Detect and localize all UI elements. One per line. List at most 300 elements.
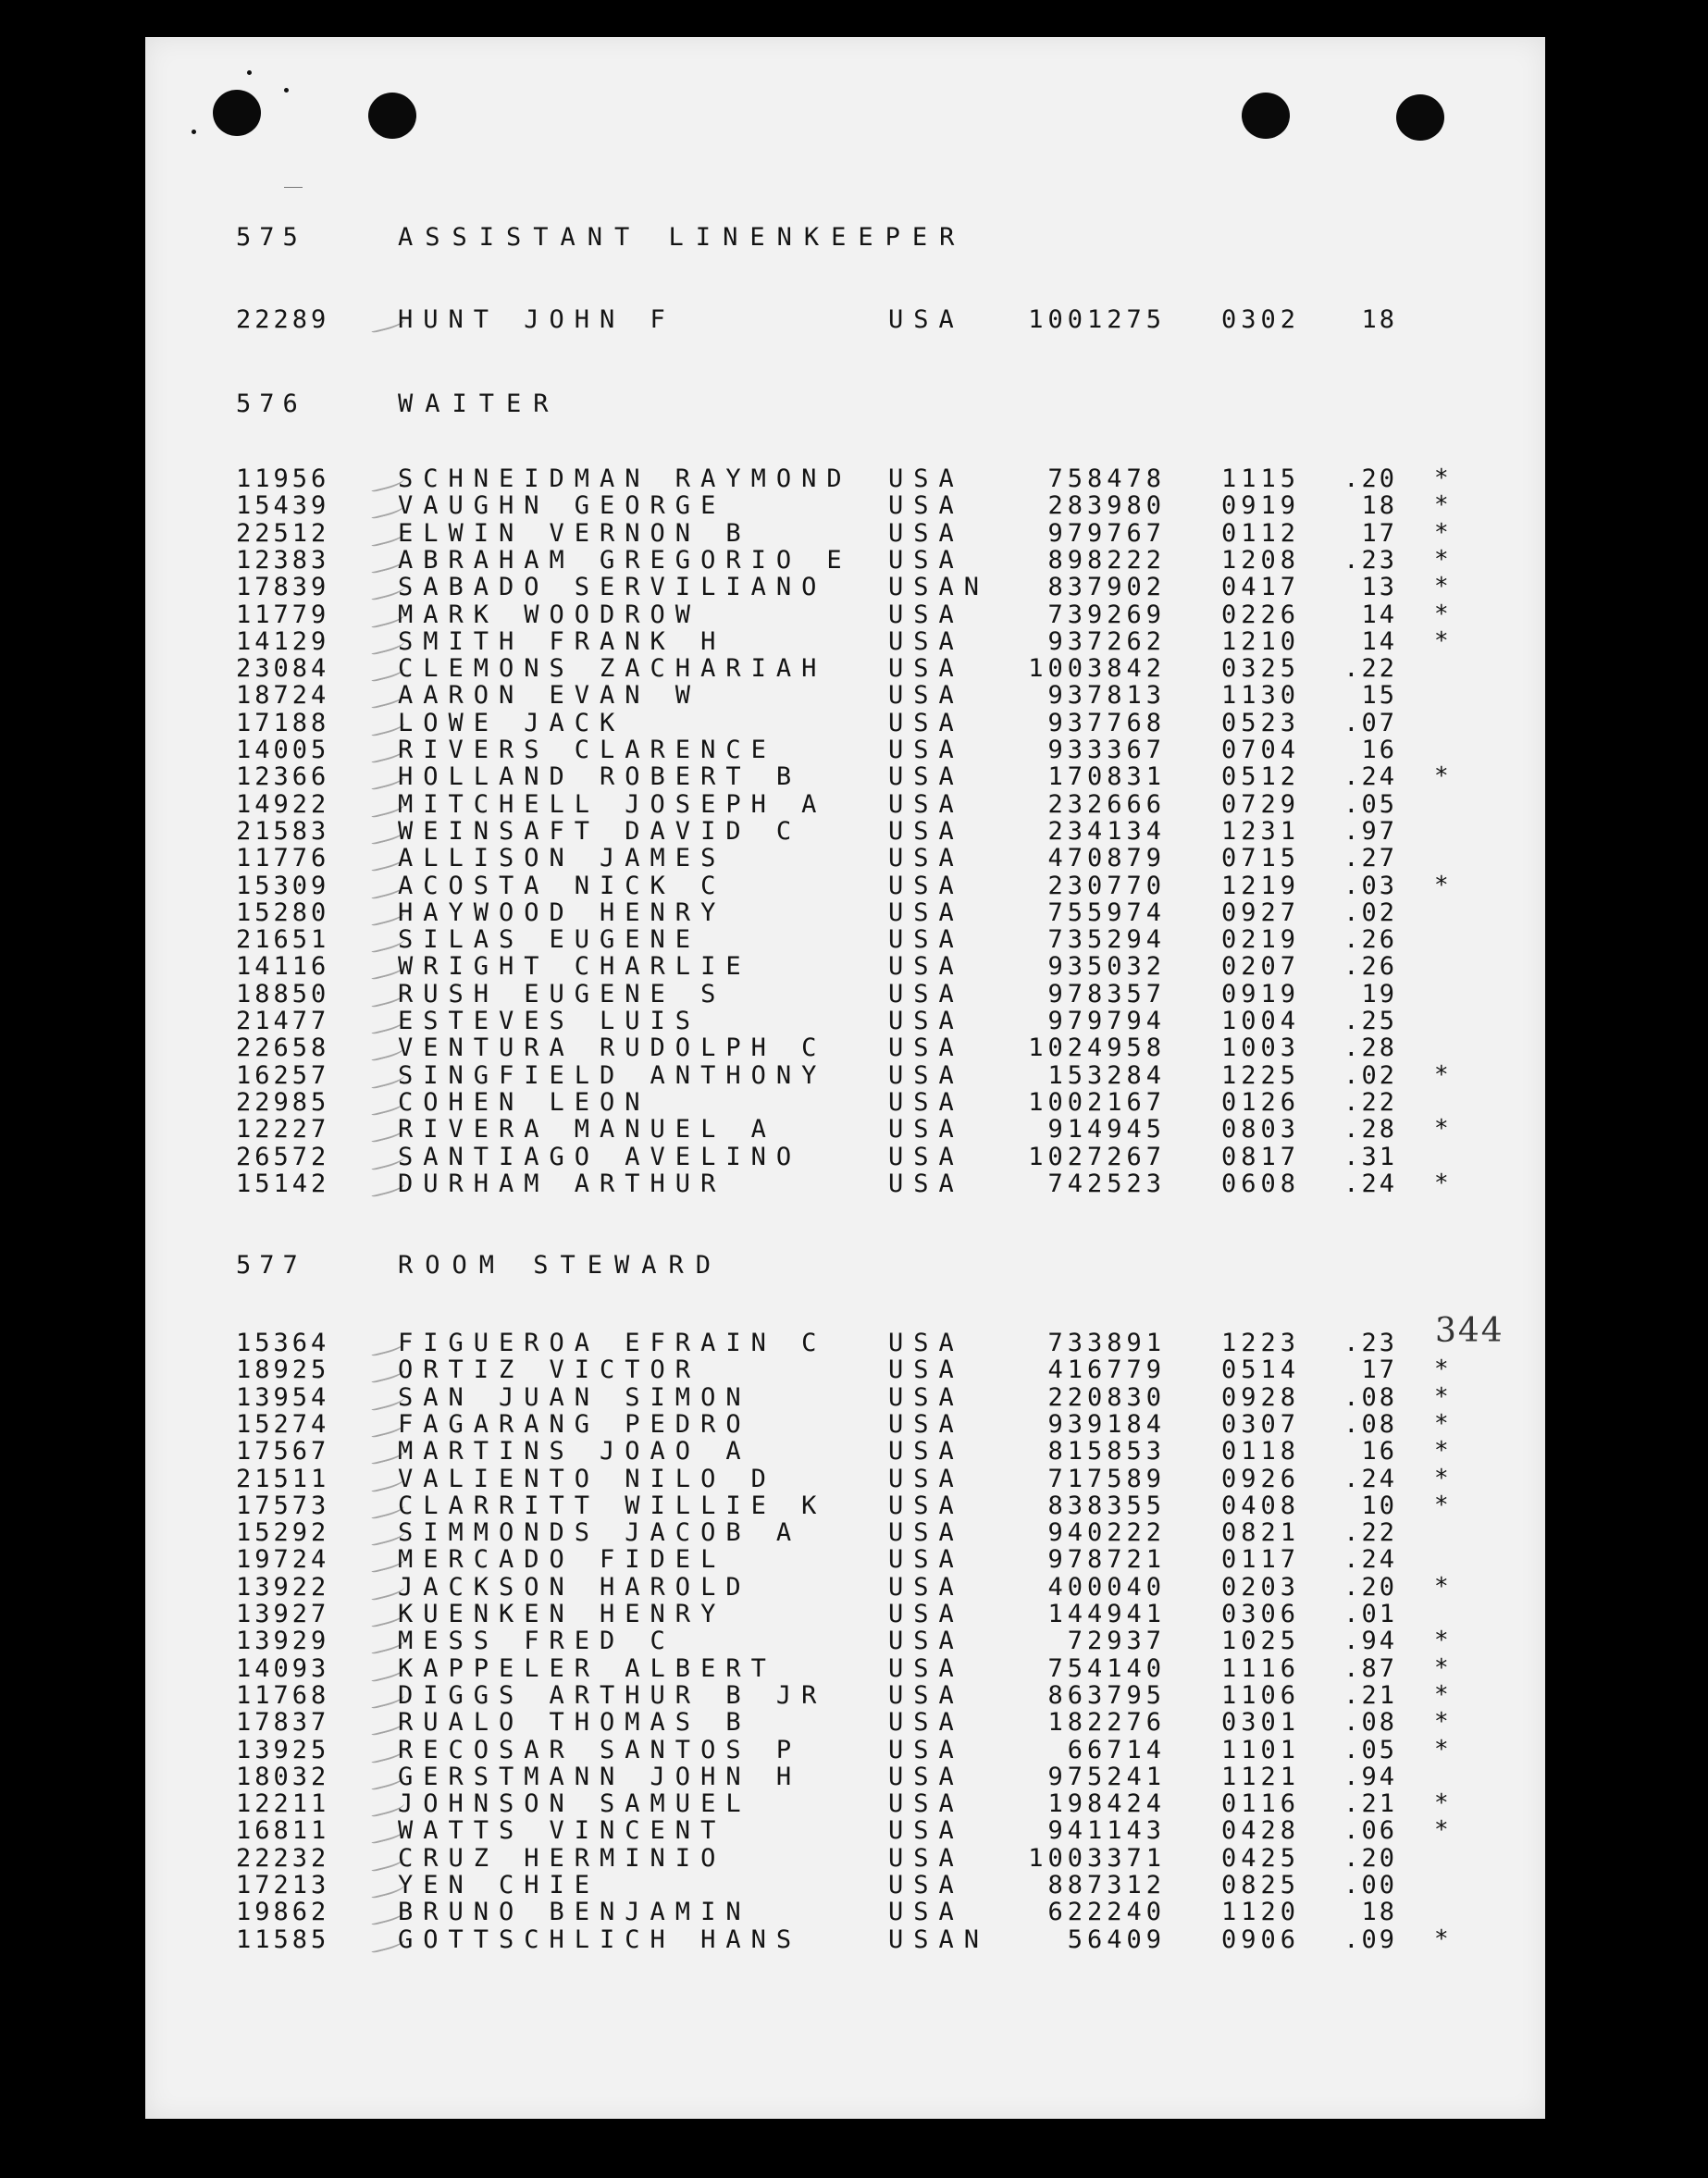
employee-name: RECOSAR SANTOS P [398,1736,802,1764]
date-code: 0919 [1220,491,1300,520]
numeric-fields [990,899,1425,926]
asterisk-marker: * [1434,872,1450,899]
record-number: 66714 [1067,1736,1166,1764]
employee-id: 13954 [236,1383,330,1412]
numeric-fields [990,1089,1425,1116]
employee-name: KUENKEN HENRY [398,1600,726,1628]
date-code: 0928 [1220,1383,1300,1412]
employee-name: ELWIN VERNON B [398,519,751,548]
rate-value: .06 [1343,1816,1397,1845]
employee-id: 21583 [236,817,330,846]
numeric-fields [990,736,1425,763]
numeric-fields [990,1034,1425,1061]
nationality: USA [888,1061,964,1090]
section-title: ROOM STEWARD [398,1251,724,1280]
employee-name: ABRAHAM GREGORIO E [398,546,852,575]
rate-value: .20 [1343,1844,1397,1873]
nationality: USA [888,1143,964,1171]
employee-name: MESS FRED C [398,1627,675,1655]
asterisk-marker: * [1434,1465,1450,1492]
employee-name: GERSTMANN JOHN H [398,1763,802,1791]
rate-value: 14 [1361,600,1397,629]
date-code: 0523 [1220,709,1300,737]
employee-name: VENTURA RUDOLPH C [398,1033,827,1062]
rate-value: .26 [1343,952,1397,981]
record-number: 815853 [1047,1437,1166,1466]
employee-name: SAN JUAN SIMON [398,1383,751,1412]
date-code: 0307 [1220,1410,1300,1439]
record-number: 1003842 [1028,654,1166,683]
asterisk-marker: * [1434,1437,1450,1465]
employee-name: SINGFIELD ANTHONY [398,1061,827,1090]
numeric-fields [990,1601,1425,1627]
employee-name: SCHNEIDMAN RAYMOND [398,464,852,493]
numeric-fields [990,1356,1425,1383]
date-code: 0729 [1220,790,1300,819]
rate-value: .24 [1343,762,1397,791]
asterisk-marker: * [1434,1169,1450,1197]
record-number: 622240 [1047,1898,1166,1926]
nationality: USA [888,1898,964,1926]
nationality: USA [888,762,964,791]
date-code: 1225 [1220,1061,1300,1090]
numeric-fields [990,1737,1425,1763]
rate-value: .94 [1343,1627,1397,1655]
employee-name: JACKSON HAROLD [398,1573,751,1602]
nationality: USA [888,1465,964,1493]
date-code: 0112 [1220,519,1300,548]
numeric-fields [990,1062,1425,1089]
asterisk-marker: * [1434,762,1450,790]
numeric-fields [990,763,1425,790]
asterisk-marker: * [1434,1627,1450,1654]
numeric-fields [990,1899,1425,1925]
employee-name: CRUZ HERMINIO [398,1844,726,1873]
employee-id: 18850 [236,980,330,1009]
record-number: 887312 [1047,1871,1166,1900]
numeric-fields [990,547,1425,574]
employee-id: 11768 [236,1681,330,1710]
employee-name: DIGGS ARTHUR B JR [398,1681,827,1710]
employee-name: CLEMONS ZACHARIAH [398,654,827,683]
record-number: 153284 [1047,1061,1166,1090]
date-code: 0126 [1220,1088,1300,1117]
employee-name: YEN CHIE [398,1871,600,1900]
nationality: USA [888,872,964,900]
nationality: USA [888,1871,964,1900]
numeric-fields [990,1845,1425,1872]
employee-id: 22512 [236,519,330,548]
date-code: 0425 [1220,1844,1300,1873]
numeric-fields [990,1492,1425,1519]
nationality: USA [888,1169,964,1198]
nationality: USA [888,925,964,954]
nationality: USA [888,519,964,548]
record-number: 182276 [1047,1708,1166,1737]
record-number: 978721 [1047,1545,1166,1574]
employee-id: 12227 [236,1115,330,1144]
asterisk-marker: * [1434,464,1450,492]
asterisk-marker: * [1434,491,1450,519]
numeric-fields [990,492,1425,519]
record-number: 144941 [1047,1600,1166,1628]
rate-value: .31 [1343,1143,1397,1171]
employee-name: SMITH FRANK H [398,627,726,656]
nationality: USA [888,1736,964,1764]
rate-value: .23 [1343,546,1397,575]
nationality: USA [888,1789,964,1818]
punch-hole [213,90,261,136]
employee-name: ESTEVES LUIS [398,1007,701,1035]
record-number: 863795 [1047,1681,1166,1710]
nationality: USAN [888,1925,990,1954]
date-code: 0408 [1220,1491,1300,1520]
date-code: 0608 [1220,1169,1300,1198]
nationality: USA [888,1518,964,1547]
rate-value: .26 [1343,925,1397,954]
asterisk-marker: * [1434,1355,1450,1383]
asterisk-marker: * [1434,1654,1450,1682]
asterisk-marker: * [1434,546,1450,574]
employee-name: WRIGHT CHARLIE [398,952,751,981]
employee-name: BRUNO BENJAMIN [398,1898,751,1926]
employee-name: MARK WOODROW [398,600,701,629]
record-number: 283980 [1047,491,1166,520]
employee-name: COHEN LEON [398,1088,650,1117]
ink-speck [247,70,252,75]
employee-name: KAPPELER ALBERT [398,1654,776,1683]
numeric-fields [990,1763,1425,1790]
employee-id: 15274 [236,1410,330,1439]
asterisk-marker: * [1434,1708,1450,1736]
employee-name: HUNT JOHN F [398,305,675,334]
employee-name: JOHNSON SAMUEL [398,1789,751,1818]
nationality: USA [888,844,964,872]
date-code: 1231 [1220,817,1300,846]
employee-id: 16811 [236,1816,330,1845]
employee-id: 17213 [236,1871,330,1900]
numeric-fields [990,1574,1425,1601]
employee-name: HAYWOOD HENRY [398,898,726,927]
date-code: 1106 [1220,1681,1300,1710]
numeric-fields [990,1817,1425,1844]
rate-value: .97 [1343,817,1397,846]
record-number: 234134 [1047,817,1166,846]
employee-name: WATTS VINCENT [398,1816,726,1845]
rate-value: .02 [1343,898,1397,927]
page-number: 344 [1435,1312,1504,1350]
nationality: USA [888,1844,964,1873]
rate-value: .08 [1343,1410,1397,1439]
employee-name: ACOSTA NICK C [398,872,726,900]
employee-id: 13922 [236,1573,330,1602]
rate-value: 17 [1361,1355,1397,1384]
numeric-fields [990,306,1425,333]
record-number: 220830 [1047,1383,1166,1412]
rate-value: .22 [1343,1518,1397,1547]
asterisk-marker: * [1434,1681,1450,1709]
employee-id: 12366 [236,762,330,791]
numeric-fields [990,953,1425,980]
employee-name: RIVERS CLARENCE [398,736,776,764]
nationality: USA [888,1627,964,1655]
rate-value: 16 [1361,1437,1397,1466]
rate-value: 18 [1361,305,1397,334]
employee-id: 22232 [236,1844,330,1873]
rate-value: 18 [1361,1898,1397,1926]
employee-id: 21511 [236,1465,330,1493]
numeric-fields [990,791,1425,818]
employee-id: 11776 [236,844,330,872]
employee-id: 14116 [236,952,330,981]
rate-value: .09 [1343,1925,1397,1954]
date-code: 0302 [1220,305,1300,334]
employee-id: 15142 [236,1169,330,1198]
nationality: USA [888,1491,964,1520]
record-number: 933367 [1047,736,1166,764]
employee-name: ALLISON JAMES [398,844,726,872]
employee-id: 21477 [236,1007,330,1035]
date-code: 1130 [1220,681,1300,710]
numeric-fields [990,574,1425,600]
employee-id: 14005 [236,736,330,764]
employee-id: 14093 [236,1654,330,1683]
nationality: USA [888,790,964,819]
section-code: 577 [236,1251,306,1280]
date-code: 0117 [1220,1545,1300,1574]
employee-id: 17188 [236,709,330,737]
rate-value: .24 [1343,1545,1397,1574]
numeric-fields [990,981,1425,1008]
record-number: 198424 [1047,1789,1166,1818]
record-number: 1027267 [1028,1143,1166,1171]
employee-id: 11585 [236,1925,330,1954]
employee-name: AARON EVAN W [398,681,701,710]
employee-id: 15280 [236,898,330,927]
rate-value: .00 [1343,1871,1397,1900]
date-code: 0226 [1220,600,1300,629]
rate-value: .02 [1343,1061,1397,1090]
rate-value: .01 [1343,1600,1397,1628]
asterisk-marker: * [1434,1816,1450,1844]
numeric-fields [990,1330,1425,1356]
record-number: 937768 [1047,709,1166,737]
rate-value: 14 [1361,627,1397,656]
employee-id: 14129 [236,627,330,656]
record-number: 979767 [1047,519,1166,548]
date-code: 0512 [1220,762,1300,791]
date-code: 0301 [1220,1708,1300,1737]
numeric-fields [990,1411,1425,1438]
date-code: 0927 [1220,898,1300,927]
date-code: 1116 [1220,1654,1300,1683]
record-number: 1024958 [1028,1033,1166,1062]
numeric-fields [990,1790,1425,1817]
date-code: 0906 [1220,1925,1300,1954]
numeric-fields [990,1144,1425,1170]
date-code: 0825 [1220,1871,1300,1900]
record-number: 939184 [1047,1410,1166,1439]
rate-value: .21 [1343,1681,1397,1710]
record-number: 170831 [1047,762,1166,791]
date-code: 1121 [1220,1763,1300,1791]
employee-id: 15364 [236,1329,330,1357]
employee-name: DURHAM ARTHUR [398,1169,726,1198]
punch-hole [1242,93,1290,139]
nationality: USA [888,654,964,683]
date-code: 0428 [1220,1816,1300,1845]
nationality: USA [888,1763,964,1791]
nationality: USA [888,464,964,493]
record-number: 56409 [1067,1925,1166,1954]
employee-name: SILAS EUGENE [398,925,701,954]
date-code: 1003 [1220,1033,1300,1062]
margin-mark [284,187,303,188]
nationality: USA [888,1007,964,1035]
rate-value: .08 [1343,1383,1397,1412]
asterisk-marker: * [1434,627,1450,655]
date-code: 0116 [1220,1789,1300,1818]
employee-id: 17567 [236,1437,330,1466]
date-code: 0306 [1220,1600,1300,1628]
employee-id: 14922 [236,790,330,819]
date-code: 0704 [1220,736,1300,764]
rate-value: .05 [1343,1736,1397,1764]
numeric-fields [990,1546,1425,1573]
nationality: USA [888,1329,964,1357]
nationality: USA [888,1115,964,1144]
record-number: 72937 [1067,1627,1166,1655]
employee-id: 15439 [236,491,330,520]
record-number: 755974 [1047,898,1166,927]
numeric-fields [990,601,1425,628]
numeric-fields [990,1116,1425,1143]
record-number: 898222 [1047,546,1166,575]
date-code: 1004 [1220,1007,1300,1035]
numeric-fields [990,1872,1425,1899]
date-code: 0203 [1220,1573,1300,1602]
section-code: 576 [236,390,306,418]
date-code: 1025 [1220,1627,1300,1655]
record-number: 1001275 [1028,305,1166,334]
asterisk-marker: * [1434,1491,1450,1519]
nationality: USA [888,1545,964,1574]
numeric-fields [990,628,1425,655]
date-code: 0919 [1220,980,1300,1009]
employee-name: FIGUEROA EFRAIN C [398,1329,827,1357]
employee-id: 22985 [236,1088,330,1117]
record-number: 914945 [1047,1115,1166,1144]
numeric-fields [990,1384,1425,1411]
date-code: 0817 [1220,1143,1300,1171]
record-number: 838355 [1047,1491,1166,1520]
employee-id: 19724 [236,1545,330,1574]
nationality: USA [888,1383,964,1412]
rate-value: .07 [1343,709,1397,737]
nationality: USA [888,491,964,520]
numeric-fields [990,1926,1425,1953]
ink-speck [192,130,196,134]
numeric-fields [990,1682,1425,1709]
nationality: USA [888,600,964,629]
nationality: USA [888,980,964,1009]
employee-name: HOLLAND ROBERT B [398,762,802,791]
rate-value: .03 [1343,872,1397,900]
employee-name: MERCADO FIDEL [398,1545,726,1574]
asterisk-marker: * [1434,1789,1450,1817]
record-number: 416779 [1047,1355,1166,1384]
rate-value: 19 [1361,980,1397,1009]
record-number: 754140 [1047,1654,1166,1683]
record-number: 1003371 [1028,1844,1166,1873]
rate-value: .21 [1343,1789,1397,1818]
date-code: 0821 [1220,1518,1300,1547]
record-number: 717589 [1047,1465,1166,1493]
nationality: USA [888,1033,964,1062]
asterisk-marker: * [1434,1410,1450,1438]
nationality: USA [888,1573,964,1602]
date-code: 1210 [1220,627,1300,656]
rate-value: .24 [1343,1169,1397,1198]
employee-name: FAGARANG PEDRO [398,1410,751,1439]
employee-name: MITCHELL JOSEPH A [398,790,827,819]
employee-id: 23084 [236,654,330,683]
section-title: ASSISTANT LINENKEEPER [398,223,967,252]
record-number: 735294 [1047,925,1166,954]
rate-value: .20 [1343,464,1397,493]
numeric-fields [990,520,1425,547]
employee-id: 26572 [236,1143,330,1171]
nationality: USA [888,1708,964,1737]
rate-value: .08 [1343,1708,1397,1737]
record-number: 758478 [1047,464,1166,493]
record-number: 400040 [1047,1573,1166,1602]
asterisk-marker: * [1434,1115,1450,1143]
employee-id: 12383 [236,546,330,575]
date-code: 1120 [1220,1898,1300,1926]
rate-value: .28 [1343,1115,1397,1144]
record-number: 935032 [1047,952,1166,981]
date-code: 0118 [1220,1437,1300,1466]
nationality: USA [888,1681,964,1710]
numeric-fields [990,1627,1425,1654]
punch-hole [1396,94,1444,141]
rate-value: 13 [1361,573,1397,601]
rate-value: .05 [1343,790,1397,819]
date-code: 0514 [1220,1355,1300,1384]
record-number: 937262 [1047,627,1166,656]
record-number: 739269 [1047,600,1166,629]
asterisk-marker: * [1434,1925,1450,1953]
record-number: 742523 [1047,1169,1166,1198]
employee-id: 16257 [236,1061,330,1090]
employee-name: CLARRITT WILLIE K [398,1491,827,1520]
numeric-fields [990,682,1425,709]
section-code: 575 [236,223,306,252]
numeric-fields [990,926,1425,953]
asterisk-marker: * [1434,1736,1450,1763]
date-code: 0325 [1220,654,1300,683]
date-code: 0803 [1220,1115,1300,1144]
record-number: 232666 [1047,790,1166,819]
nationality: USA [888,898,964,927]
asterisk-marker: * [1434,600,1450,628]
numeric-fields [990,845,1425,872]
nationality: USA [888,1410,964,1439]
rate-value: .23 [1343,1329,1397,1357]
employee-id: 21651 [236,925,330,954]
record-number: 979794 [1047,1007,1166,1035]
